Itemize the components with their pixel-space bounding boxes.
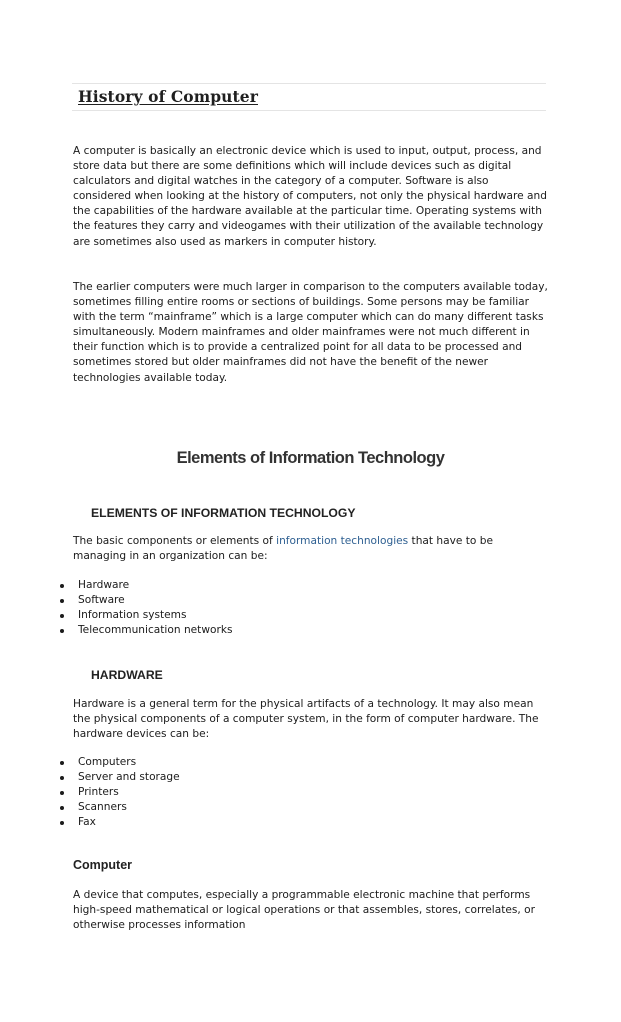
title-block: [72, 83, 546, 111]
intro-paragraph: A computer is basically an electronic device which is used to input, output, process, and store data but there are some definitions which will include devices such as digital calculators and digital watches in the category of a computer. Software is also considered when looking at the history of computers, not only the physical hardware and the capabilities of the hardware available at the particular time. Operating systems with the features they carry and videogames with their utilization of the available technology are sometimes also used as markers in computer history.: [73, 145, 547, 248]
bullet-icon: [60, 584, 64, 588]
computer-heading: Computer: [73, 858, 133, 872]
list-item-label: Fax: [78, 816, 96, 828]
hardware-heading: HARDWARE: [91, 668, 163, 682]
bullet-icon: [60, 614, 64, 618]
list-item-label: Telecommunication networks: [78, 624, 233, 636]
list-item-label: Computers: [78, 756, 137, 768]
list-item: [0, 770, 621, 785]
list-item: [0, 608, 621, 623]
bullet-icon: [60, 791, 64, 795]
bullet-icon: [60, 599, 64, 603]
elements-intro-text-end: that have to be managing in an organization can be:: [73, 535, 494, 563]
list-item: [0, 623, 621, 638]
bullet-icon: [60, 776, 64, 780]
bullet-icon: [60, 761, 64, 765]
list-item-label: Software: [78, 594, 125, 606]
computer-paragraph: A device that computes, especially a programmable electronic machine that performs high-speed mathematical or logical operations or that assembles, stores, correlates, or otherwise processes information: [73, 889, 535, 932]
list-item-label: Information systems: [78, 609, 187, 621]
list-item: [0, 800, 621, 815]
information-technologies-link[interactable]: information technologies: [276, 535, 409, 547]
elements-intro-text-start: The basic components or elements of: [73, 535, 277, 547]
elements-list: [0, 578, 621, 638]
bullet-icon: [60, 821, 64, 825]
list-item-label: Hardware: [78, 579, 130, 591]
list-item: [0, 815, 621, 830]
list-item: [0, 785, 621, 800]
elements-intro-paragraph: [73, 534, 549, 564]
bullet-icon: [60, 806, 64, 810]
list-item-label: Scanners: [78, 801, 127, 813]
list-item: [0, 578, 621, 593]
list-item-label: Printers: [78, 786, 119, 798]
bullet-icon: [60, 629, 64, 633]
section-heading: Elements of Information Technology: [176, 449, 445, 467]
hardware-list: [0, 755, 621, 830]
page-title: History of Computer: [78, 87, 258, 106]
elements-heading: ELEMENTS OF INFORMATION TECHNOLOGY: [91, 506, 356, 520]
hardware-paragraph: Hardware is a general term for the physical artifacts of a technology. It may also mean the physical components of a computer system, in the form of computer hardware. The hardware devices can be:: [73, 698, 539, 741]
mainframes-paragraph: The earlier computers were much larger in comparison to the computers available today, sometimes filling entire rooms or sections of buildings. Some persons may be familiar with the term “mainframe” which is a large computer which can do many different tasks simultaneously. Modern mainframes and older mainframes were not much different in their function which is to provide a centralized point for all data to be processed and sometimes stored but older mainframes did not have the benefit of the newer technologies available today.: [73, 281, 548, 384]
list-item-label: Server and storage: [78, 771, 180, 783]
list-item: [0, 593, 621, 608]
list-item: [0, 755, 621, 770]
